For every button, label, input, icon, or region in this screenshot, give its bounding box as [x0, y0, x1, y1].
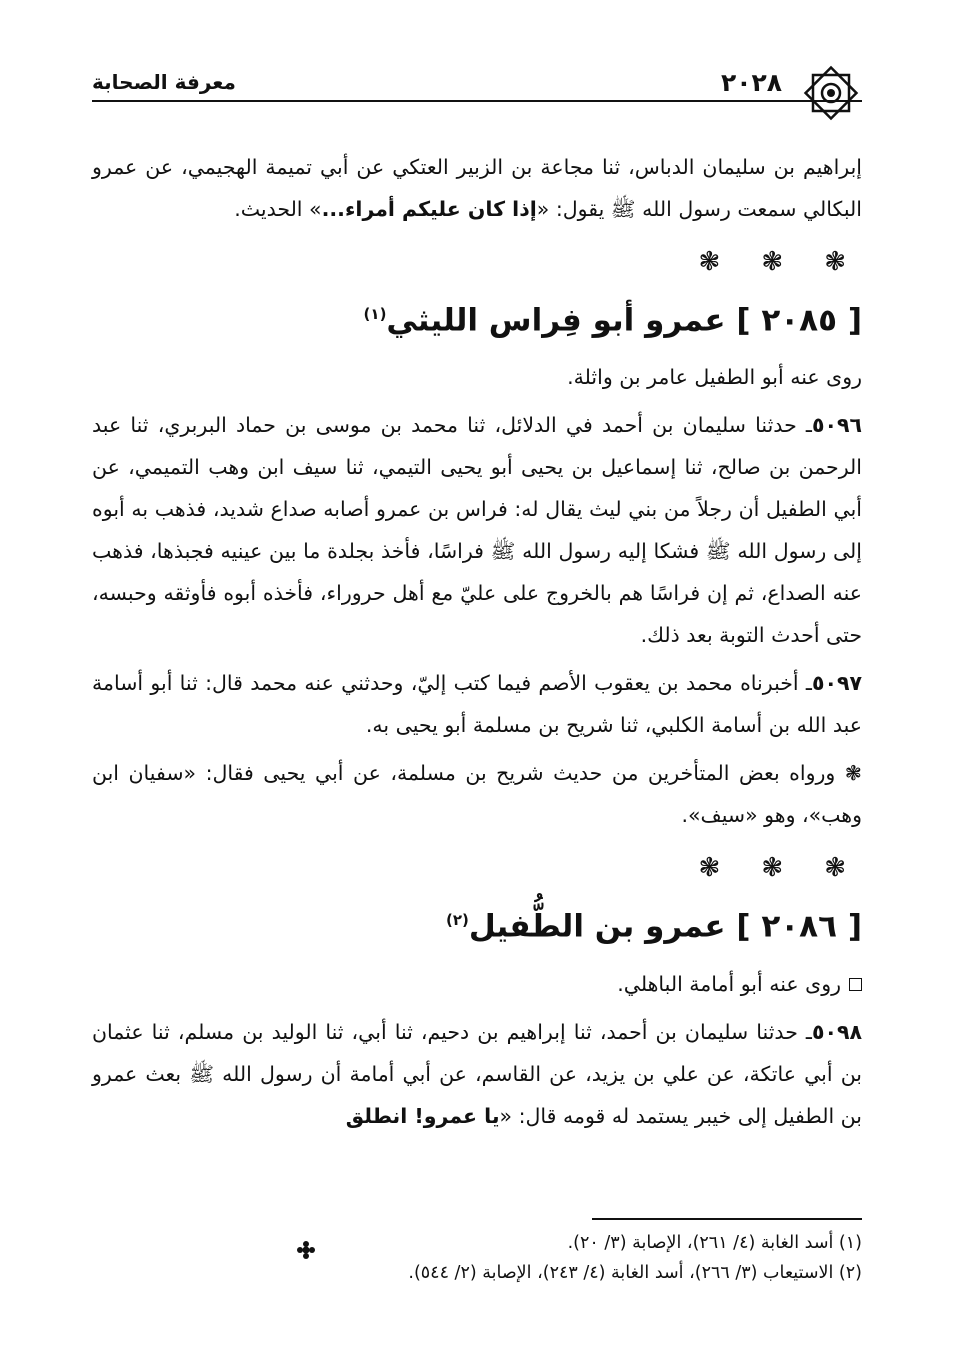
hadith-quote-5098: يا عمرو! انطلق — [345, 1103, 500, 1128]
intro-text-end: » الحديث. — [234, 197, 322, 221]
ornament-icon — [800, 62, 862, 124]
hadith-5097 — [92, 662, 862, 746]
footnotes — [92, 1228, 862, 1288]
intro-quote: إذا كان عليكم أمراء... — [321, 197, 537, 221]
entry-title-2085: [ ٢٠٨٥ ] عمرو أبو فِراس الليثي — [386, 302, 862, 339]
narrator-line-2085: روى عنه أبو الطفيل عامر بن واثلة. — [567, 365, 862, 390]
hadith-text-5097: ـ أخبرناه محمد بن يعقوب الأصم فيما كتب إليّ، وحدثني عنه محمد قال: ثنا أبو أسامة عبد الله بن أسامة الكلبي، ثنا شريح بن مسلمة أبو يحيى به. — [92, 671, 862, 738]
flower-ornament-icon — [296, 1240, 316, 1260]
entry-title-2086: [ ٢٠٨٦ ] عمرو بن الطُّفيل — [468, 908, 862, 945]
hadith-number-5096: ٥٠٩٦ — [811, 413, 862, 438]
page-header — [92, 62, 862, 102]
intro-paragraph — [92, 146, 862, 230]
footnote-1: (١) أسد الغابة (٤/ ٢٦١)، الإصابة (٣/ ٢٠). — [567, 1233, 862, 1253]
section-separator: ❃ ❃ ❃ — [698, 247, 862, 277]
narrator-line-2086 — [92, 963, 862, 1005]
hadith-text-5098: ـ حدثنا سليمان بن أحمد، ثنا إبراهيم بن دحيم، ثنا أبي، ثنا الوليد بن مسلم، ثنا عثمان بن أبي عاتكة، عن علي بن يزيد، عن القاسم، عن أبي أمامة أن رسول الله ﷺ بعث عمرو بن الطفيل إلى خيبر يستمد له قومه قال: « — [92, 1019, 862, 1128]
running-title: معرفة الصحابة — [92, 70, 236, 94]
note-text: ورواه بعض المتأخرين من حديث شريح بن مسلمة، عن أبي يحيى فقال: «سفيان ابن وهب»، وهو «سيف». — [92, 761, 862, 828]
footnote-marker-2: (٢) — [445, 911, 469, 930]
footnote-rule — [592, 1218, 862, 1220]
hadith-number-5098: ٥٠٩٨ — [811, 1019, 862, 1044]
note-star-icon: ❃ — [844, 761, 862, 786]
note-2085 — [92, 752, 862, 836]
entry-heading-2086 — [92, 892, 862, 954]
header-rule — [92, 100, 862, 102]
page-body — [92, 146, 862, 1143]
hadith-text-5096: ـ حدثنا سليمان بن أحمد في الدلائل، ثنا محمد بن موسى بن حماد البربري، ثنا عبد الرحمن بن صالح، ثنا إسماعيل بن يحيى أبو يحيى التيمي، ثنا سيف ابن وهب التميمي، عن أبي الطفيل أن رجلاً من بني ليث يقال له: فراس بن عمرو أصابه صداع شديد، فذهب به أبوه إلى رسول الله ﷺ فشكا إليه رسول الله ﷺ فراسًا، فأخذ بجلدة ما بين عينيه فجبذها، فذهب عنه الصداع، ثم إن فراسًا هم بالخروج على عليّ مع أهل حروراء، فأخذه أبوه فأوثقه وحبسه، حتى أحدث التوبة بعد ذلك. — [92, 413, 862, 648]
page-number: ٢٠٢٨ — [720, 68, 782, 97]
narrator-text-2086: روى عنه أبو أمامة الباهلي. — [617, 971, 841, 996]
hadith-number-5097: ٥٠٩٧ — [811, 671, 862, 696]
hadith-5096 — [92, 404, 862, 656]
footnote-2: (٢) الاستيعاب (٣/ ٢٦٦)، أسد الغابة (٤/ ٢٤٣)، الإصابة (٢/ ٥٤٤). — [408, 1263, 862, 1283]
square-bullet-icon — [849, 978, 862, 991]
entry-heading-2085 — [92, 286, 862, 348]
footnote-marker-1: (١) — [363, 305, 387, 323]
hadith-5098 — [92, 1011, 862, 1137]
section-separator-2: ❃ ❃ ❃ — [698, 853, 862, 884]
intro-text: إبراهيم بن سليمان الدباس، ثنا مجاعة بن الزبير العتكي عن أبي تميمة الهجيمي، عن عمرو البكالي سمعت رسول الله ﷺ يقول: « — [92, 155, 862, 221]
